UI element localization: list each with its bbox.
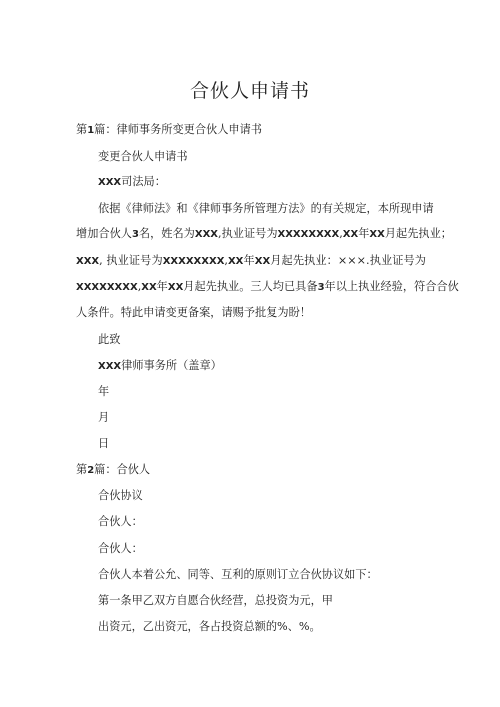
date-day: 日 bbox=[98, 437, 110, 450]
body-line: 合伙人本着公允、同等、互利的原则订立合伙协议如下： bbox=[98, 568, 378, 581]
article-line: 第一条甲乙双方自愿合伙经营，总投资为元，甲 bbox=[98, 594, 333, 607]
body-line: 依据《律师法》和《律师事务所管理方法》的有关规定，本所现申请 bbox=[98, 202, 434, 215]
agreement-title: 合伙协议 bbox=[98, 489, 143, 502]
body-line: XXXXXXXX,XX年XX月起先执业。三人均已具备3年以上执业经验，符合合伙 bbox=[76, 280, 459, 293]
body-line: 增加合伙人3名，姓名为XXX,执业证号为XXXXXXXX,XX年XX月起先执业； bbox=[76, 227, 452, 240]
section-heading-2: 第2篇：合伙人 bbox=[76, 463, 151, 476]
date-year: 年 bbox=[98, 385, 110, 398]
subtitle: 变更合伙人申请书 bbox=[98, 150, 188, 163]
body-line: XXX, 执业证号为XXXXXXXX,XX年XX月起先执业：×××.执业证号为 bbox=[76, 254, 426, 267]
partner-line: 合伙人： bbox=[98, 542, 143, 555]
addressee: XXX司法局： bbox=[98, 175, 166, 188]
body-line: 人条件。特此申请变更备案，请赐予批复为盼！ bbox=[76, 306, 311, 319]
closing-salutation: 此致 bbox=[98, 333, 121, 346]
section-heading-1: 第1篇：律师事务所变更合伙人申请书 bbox=[76, 123, 262, 136]
partner-line: 合伙人： bbox=[98, 515, 143, 528]
signature-firm: XXX律师事务所（盖章） bbox=[98, 359, 222, 372]
date-month: 月 bbox=[98, 411, 110, 424]
document-title: 合伙人申请书 bbox=[189, 80, 310, 102]
article-line: 出资元，乙出资元，各占投资总额的%、%。 bbox=[98, 620, 321, 633]
